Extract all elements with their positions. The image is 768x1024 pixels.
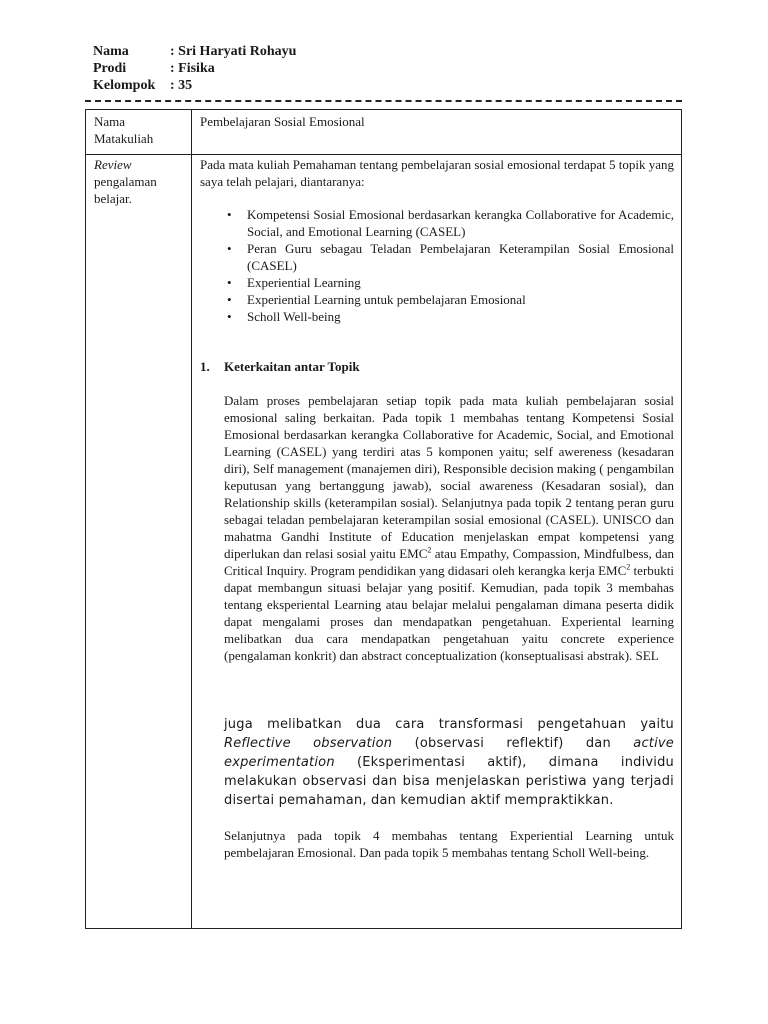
list-item [200, 291, 674, 308]
header-row-name [93, 43, 296, 60]
review-label-italic: Review [94, 157, 132, 172]
kelompok-value: : 35 [170, 78, 193, 93]
bullet-icon: • [227, 275, 232, 290]
bullet-icon: • [227, 309, 232, 324]
list-item-text: Experiential Learning [247, 275, 361, 290]
superscript-2: 2 [427, 545, 432, 555]
section-number: 1. [200, 359, 210, 374]
intro-paragraph: Pada mata kuliah Pemahaman tentang pembelajaran sosial emosional terdapat 5 topik yang saya telah pelajari, diantaranya: [200, 157, 674, 189]
paragraph-closing: Selanjutnya pada topik 4 membahas tentang Experiential Learning untuk pembelajaran Emosional. Dan pada topik 5 membahas tentang Scholl Well-being. [224, 828, 674, 860]
list-item-text: Kompetensi Sosial Emosional berdasarkan kerangka Collaborative for Academic, Social, and Emotional Learning (CASEL) [247, 207, 674, 239]
reflective-observation-term: Reflective observation [224, 736, 393, 751]
paragraph-text-part-1: Dalam proses pembelajaran setiap topik pada mata kuliah pembelajaran sosial emosional saling berkaitan. Pada topik 1 membahas tentang Kompetensi Sosial Emosional berdasarkan kerangka Collaborative for Academic, Social, and Emotional Learning (CASEL) yang terdiri atas 5 komponen yaitu; self awereness (kesadaran diri), Self management (manajemen diri), Responsible decision making ( pengambilan keputusan yang bertanggung jawab), social awareness (Kesadaran sosial), dan Relationship skills (keterampilan sosial). Selanjutnya pada topik 2 tentang peran guru sebagai teladan pembelajaran keterampilan sosial emosional (CASEL). UNISCO dan mahatma Gandhi Institute of Education menjelaskan empat kompetensi yang diperlukan dan relasi sosial yaitu EMC [224, 393, 674, 561]
review-label [94, 156, 184, 207]
course-name-label: Nama Matakuliah [94, 114, 154, 146]
course-name-value: Pembelajaran Sosial Emosional [200, 114, 365, 129]
paragraph-text-part-2: atau Empathy, Compassion, Mindfulbess, dan Critical Inquiry. Program pendidikan yang didasari oleh kerangka kerja EMC [224, 546, 674, 578]
paragraph-topic-linkage [224, 392, 674, 664]
paragraph-sel-transformation [224, 715, 674, 810]
list-item-text: Scholl Well-being [247, 309, 341, 324]
name-label: Nama [93, 44, 129, 59]
list-item-text: Peran Guru sebagau Teladan Pembelajaran Keterampilan Sosial Emosional (CASEL) [247, 241, 674, 273]
prodi-label: Prodi [93, 61, 127, 76]
section-title: Keterkaitan antar Topik [224, 359, 360, 374]
list-item [200, 240, 674, 274]
header-row-kelompok [93, 77, 296, 94]
bullet-icon: • [227, 207, 232, 222]
row-divider [86, 154, 681, 155]
paragraph-text-part-3: terbukti dapat membangun situasi belajar yang positif. Kemudian, pada topik 3 membahas tentang eksperiental Learning atau belajar melalui pengalaman dimana peserta didik dapat mengalami proses dan mendapatkan pengetahuan. Experiental learning melibatkan dua cara mendapatkan pengetahuan yaitu concrete experience (pengalaman konkrit) dan abstract conceptualization (konseptualisasi abstrak). SEL [224, 563, 674, 663]
list-item-text: Experiential Learning untuk pembelajaran Emosional [247, 292, 526, 307]
section-heading [200, 358, 360, 375]
sans-text-part-3: (Eksperimentasi aktif), dimana individu melakukan observasi dan bisa menjelaskan peristiwa yang terjadi disertai pemahaman, dan kemudian aktif mempraktikkan. [224, 755, 674, 808]
dashed-divider [85, 100, 682, 102]
kelompok-label: Kelompok [93, 78, 156, 93]
active-experimentation-term: active experimentation [224, 736, 674, 770]
superscript-2: 2 [626, 562, 631, 572]
review-table [85, 109, 682, 929]
column-divider [191, 110, 192, 928]
topic-list [200, 206, 674, 325]
sans-text-part-2: (observasi reflektif) dan [392, 736, 634, 751]
review-label-rest: pengalaman belajar. [94, 174, 157, 206]
bullet-icon: • [227, 292, 232, 307]
sans-text-part-1: juga melibatkan dua cara transformasi pengetahuan yaitu [224, 717, 674, 732]
bullet-icon: • [227, 241, 232, 256]
prodi-value: : Fisika [170, 61, 215, 76]
header-row-prodi [93, 60, 296, 77]
list-item [200, 206, 674, 240]
document-header [93, 43, 296, 94]
name-value: : Sri Haryati Rohayu [170, 44, 297, 59]
list-item [200, 308, 674, 325]
list-item [200, 274, 674, 291]
